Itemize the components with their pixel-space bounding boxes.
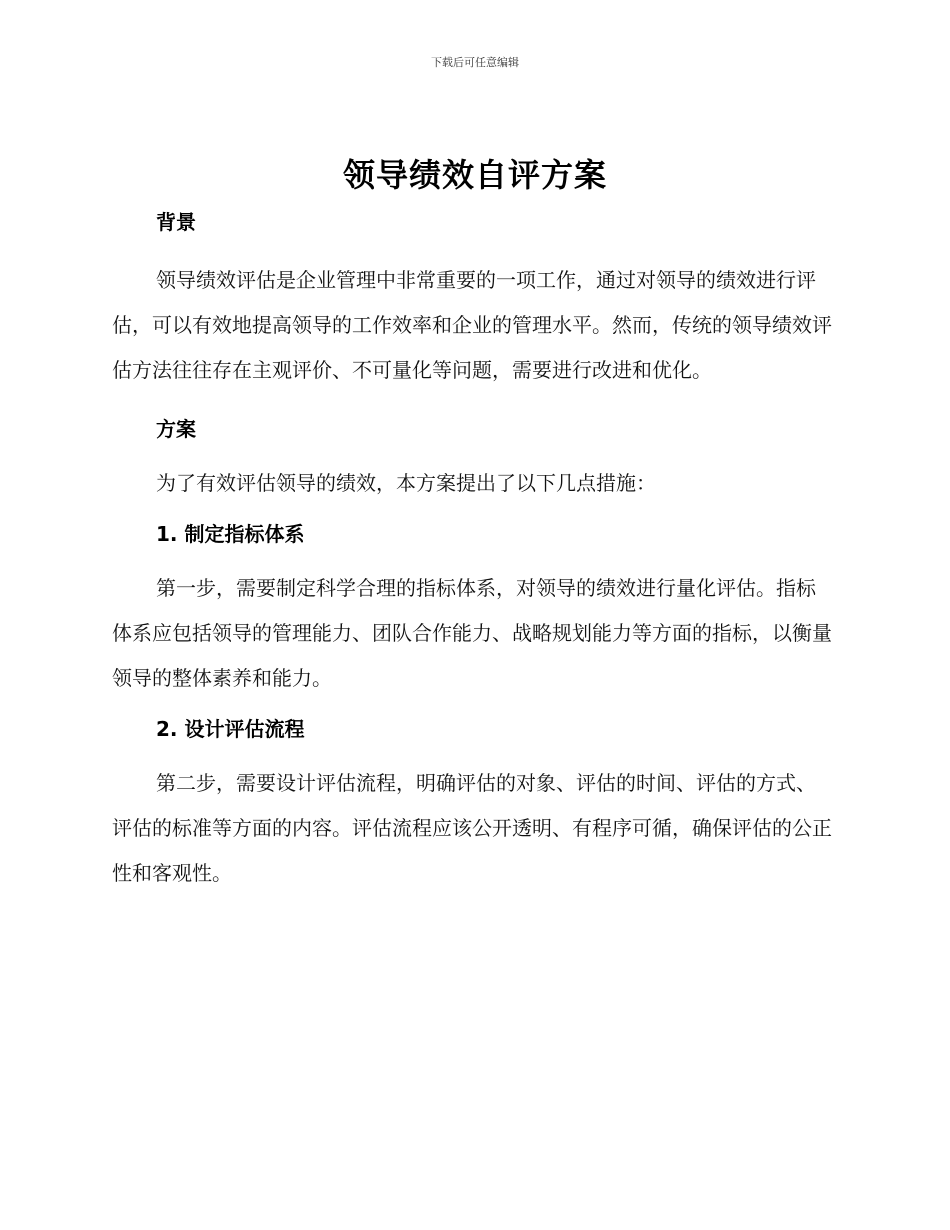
section-heading-indicator-system: 1. 制定指标体系: [156, 522, 305, 546]
header-note: 下载后可任意编辑: [431, 56, 519, 69]
section-paragraph-background: 领导绩效评估是企业管理中非常重要的一项工作，通过对领导的绩效进行评估，可以有效地提高领导的工作效率和企业的管理水平。然而，传统的领导绩效评估方法往往存在主观评价、不可量化等问题，需要进行改进和优化。: [112, 268, 832, 382]
section-paragraph-plan: 为了有效评估领导的绩效，本方案提出了以下几点措施：: [156, 471, 656, 495]
document-title: 领导绩效自评方案: [342, 156, 607, 194]
section-paragraph-evaluation-process: 第二步，需要设计评估流程，明确评估的对象、评估的时间、评估的方式、评估的标准等方面的内容。评估流程应该公开透明、有程序可循，确保评估的公正性和客观性。: [112, 771, 832, 885]
section-paragraph-indicator-system: 第一步，需要制定科学合理的指标体系，对领导的绩效进行量化评估。指标体系应包括领导的管理能力、团队合作能力、战略规划能力等方面的指标，以衡量领导的整体素养和能力。: [112, 576, 832, 690]
section-heading-evaluation-process: 2. 设计评估流程: [156, 717, 305, 741]
document-body: [112, 202, 832, 896]
section-heading-plan: 方案: [156, 417, 196, 441]
section-heading-background: 背景: [156, 210, 196, 234]
